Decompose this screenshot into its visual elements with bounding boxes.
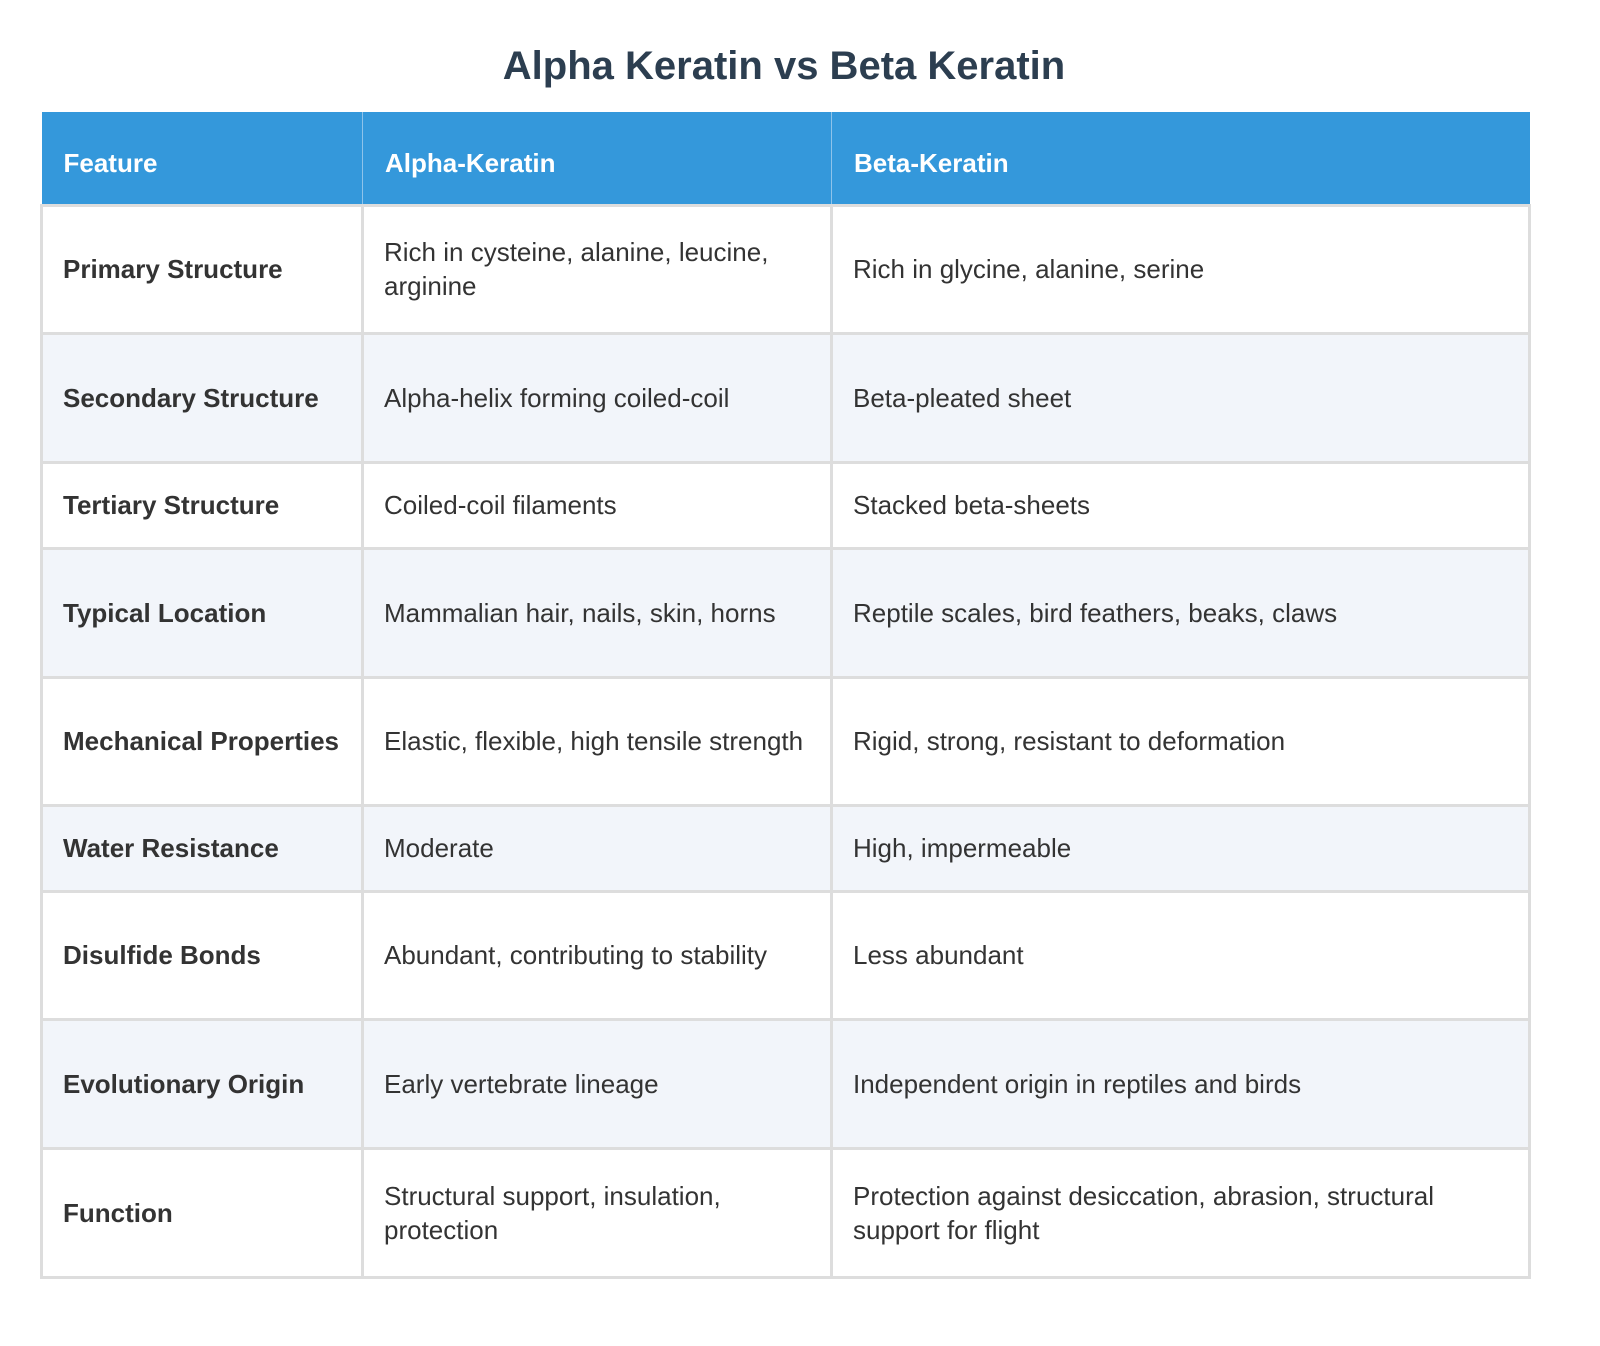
page-title: Alpha Keratin vs Beta Keratin xyxy=(502,44,1066,88)
table-row xyxy=(42,1019,1530,1148)
table-header-row xyxy=(42,112,1530,205)
header-feature: Feature xyxy=(42,112,363,205)
alpha-keratin-cell: Moderate xyxy=(363,805,832,891)
header-alpha-keratin: Alpha-Keratin xyxy=(363,112,832,205)
beta-keratin-cell: Stacked beta-sheets xyxy=(832,462,1530,548)
alpha-keratin-cell: Rich in cysteine, alanine, leucine, arginine xyxy=(363,205,832,333)
header-beta-keratin: Beta-Keratin xyxy=(832,112,1530,205)
feature-cell: Typical Location xyxy=(42,548,363,677)
table-row xyxy=(42,205,1530,333)
beta-keratin-cell: Protection against desiccation, abrasion, structural support for flight xyxy=(832,1148,1530,1277)
alpha-keratin-cell: Structural support, insulation, protection xyxy=(363,1148,832,1277)
beta-keratin-cell: Independent origin in reptiles and birds xyxy=(832,1019,1530,1148)
beta-keratin-cell: Rigid, strong, resistant to deformation xyxy=(832,677,1530,805)
beta-keratin-cell: Less abundant xyxy=(832,891,1530,1019)
alpha-keratin-cell: Coiled-coil filaments xyxy=(363,462,832,548)
beta-keratin-cell: Rich in glycine, alanine, serine xyxy=(832,205,1530,333)
feature-cell: Primary Structure xyxy=(42,205,363,333)
table-row xyxy=(42,805,1530,891)
feature-cell: Disulfide Bonds xyxy=(42,891,363,1019)
table-row xyxy=(42,462,1530,548)
comparison-table xyxy=(40,112,1531,1279)
beta-keratin-cell: Reptile scales, bird feathers, beaks, claws xyxy=(832,548,1530,677)
feature-cell: Secondary Structure xyxy=(42,333,363,462)
alpha-keratin-cell: Alpha-helix forming coiled-coil xyxy=(363,333,832,462)
table-row xyxy=(42,891,1530,1019)
table-row xyxy=(42,548,1530,677)
table-row xyxy=(42,1148,1530,1277)
feature-cell: Mechanical Properties xyxy=(42,677,363,805)
alpha-keratin-cell: Early vertebrate lineage xyxy=(363,1019,832,1148)
table-row xyxy=(42,333,1530,462)
alpha-keratin-cell: Abundant, contributing to stability xyxy=(363,891,832,1019)
feature-cell: Evolutionary Origin xyxy=(42,1019,363,1148)
alpha-keratin-cell: Elastic, flexible, high tensile strength xyxy=(363,677,832,805)
alpha-keratin-cell: Mammalian hair, nails, skin, horns xyxy=(363,548,832,677)
beta-keratin-cell: High, impermeable xyxy=(832,805,1530,891)
feature-cell: Tertiary Structure xyxy=(42,462,363,548)
feature-cell: Water Resistance xyxy=(42,805,363,891)
feature-cell: Function xyxy=(42,1148,363,1277)
table-row xyxy=(42,677,1530,805)
beta-keratin-cell: Beta-pleated sheet xyxy=(832,333,1530,462)
